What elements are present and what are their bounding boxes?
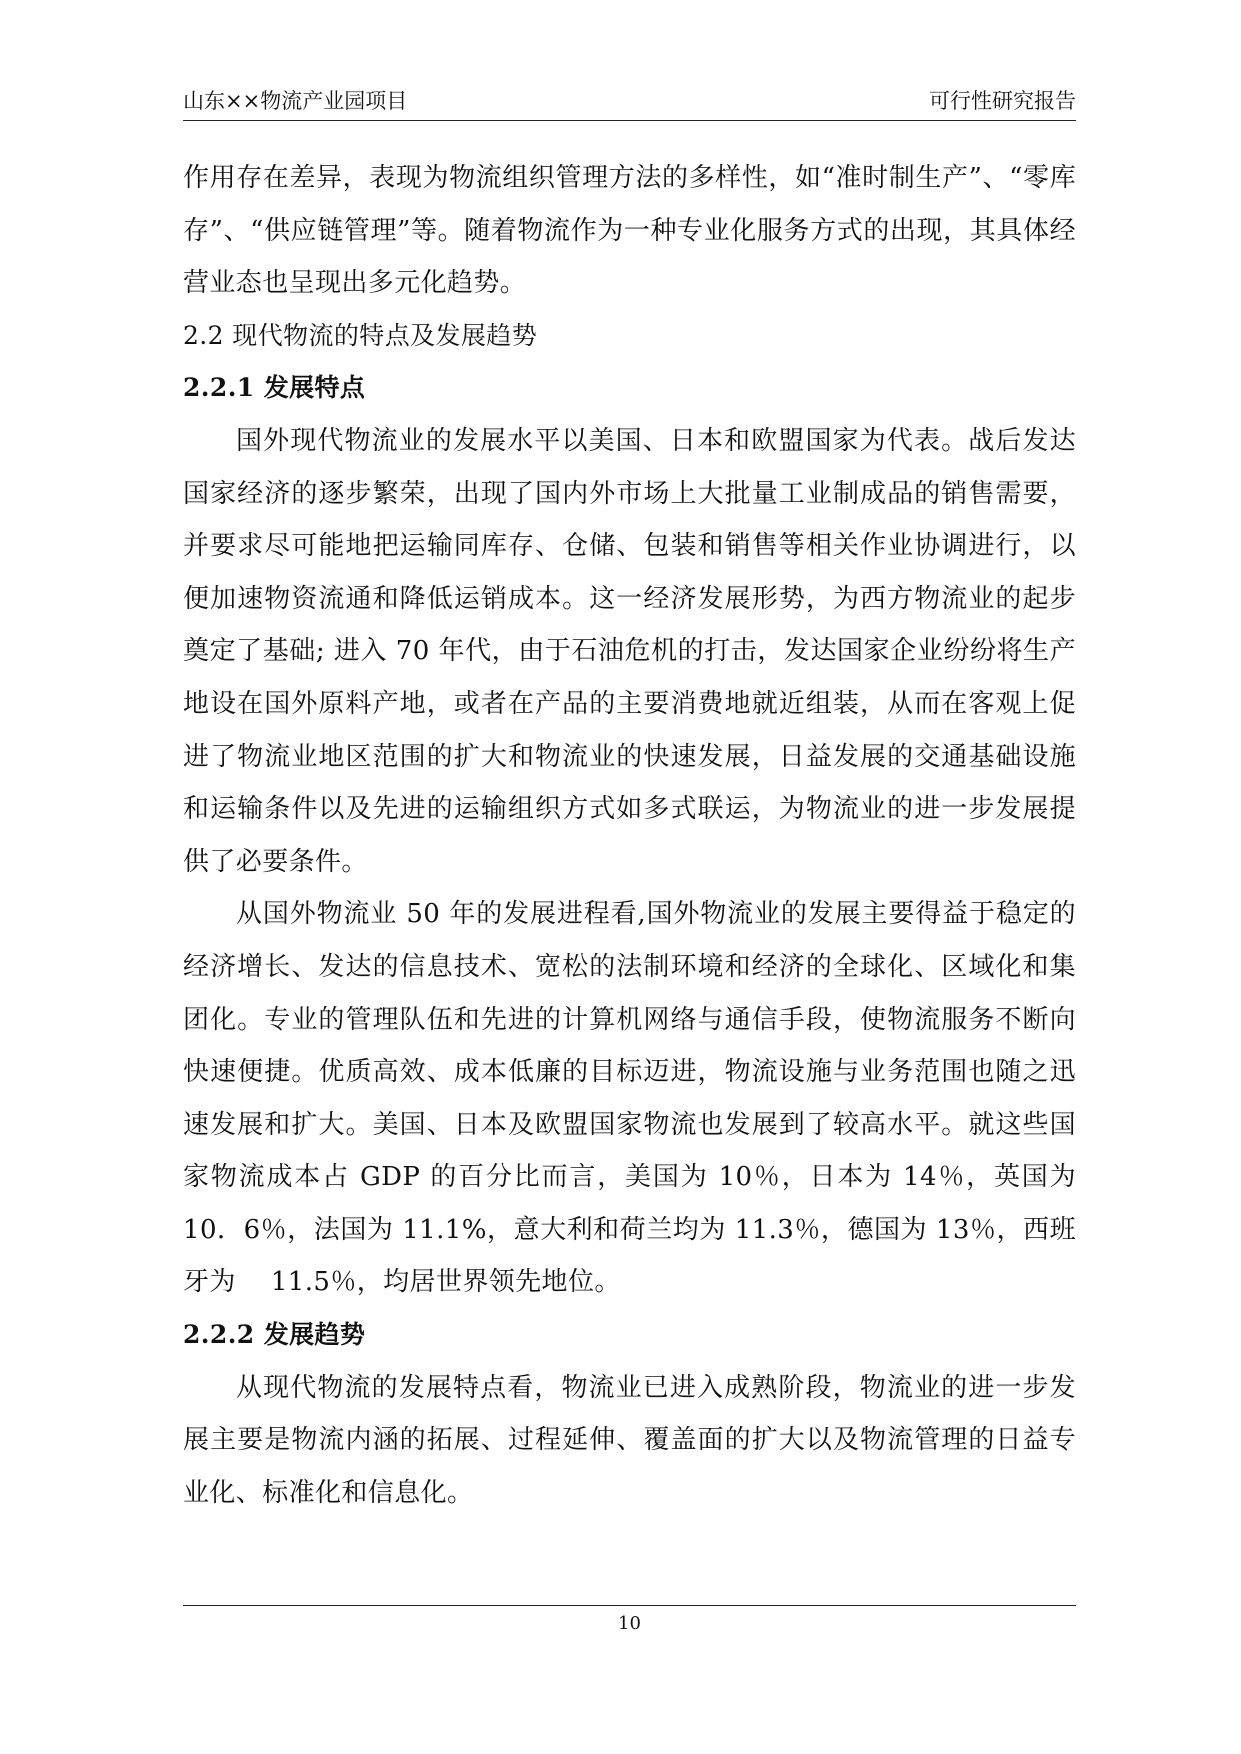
header-project-title: 山东××物流产业园项目 bbox=[183, 89, 408, 113]
header-report-title: 可行性研究报告 bbox=[929, 89, 1076, 113]
paragraph-development-level: 国外现代物流业的发展水平以美国、日本和欧盟国家为代表。战后发达国家经济的逐步繁荣，出现了国内外市场上大批量工业制成品的销售需要，并要求尽可能地把运输同库存、仓储、包装和销售等相关作业协调进行，以便加速物资流通和降低运销成本。这一经济发展形势，为西方物流业的起步奠定了基础; 进入 70 年代，由于石油危机的打击，发达国家企业纷纷将生产地设在国外原料产地，或者在产品的主要消费地就近组装，从而在客观上促进了物流业地区范围的扩大和物流业的快速发展，日益发展的交通基础设施和运输条件以及先进的运输组织方式如多式联运，为物流业的进一步发展提供了必要条件。 bbox=[183, 425, 1076, 877]
section-heading-2-2-1: 2.2.1 发展特点 bbox=[183, 373, 366, 403]
section-heading-2-2: 2.2 现代物流的特点及发展趋势 bbox=[183, 320, 538, 350]
paragraph-development-trend: 从现代物流的发展特点看，物流业已进入成熟阶段，物流业的进一步发展主要是物流内涵的拓展、过程延伸、覆盖面的扩大以及物流管理的日益专业化、标准化和信息化。 bbox=[183, 1372, 1076, 1508]
footer-divider bbox=[183, 1605, 1076, 1606]
page-header bbox=[183, 82, 1076, 121]
paragraph-intro: 作用存在差异，表现为物流组织管理方法的多样性，如“准时制生产”、“零库存”、“供应链管理”等。随着物流作为一种专业化服务方式的出现，其具体经营业态也呈现出多元化趋势。 bbox=[183, 163, 1076, 299]
page-content bbox=[183, 152, 1076, 1519]
paragraph-development-process: 从国外物流业 50 年的发展进程看,国外物流业的发展主要得益于稳定的经济增长、发达的信息技术、宽松的法制环境和经济的全球化、区域化和集团化。专业的管理队伍和先进的计算机网络与通信手段，使物流服务不断向快速便捷。优质高效、成本低廉的目标迈进，物流设施与业务范围也随之迅速发展和扩大。美国、日本及欧盟国家物流也发展到了较高水平。就这些国家物流成本占 GDP 的百分比而言，美国为 10％，日本为 14％，英国为 10．6％，法国为 11.1%，意大利和荷兰均为 11.3％，德国为 13％，西班牙为 11.5％，均居世界领先地位。 bbox=[183, 899, 1076, 1298]
section-heading-2-2-2: 2.2.2 发展趋势 bbox=[183, 1320, 366, 1350]
page-number: 10 bbox=[618, 1613, 641, 1634]
